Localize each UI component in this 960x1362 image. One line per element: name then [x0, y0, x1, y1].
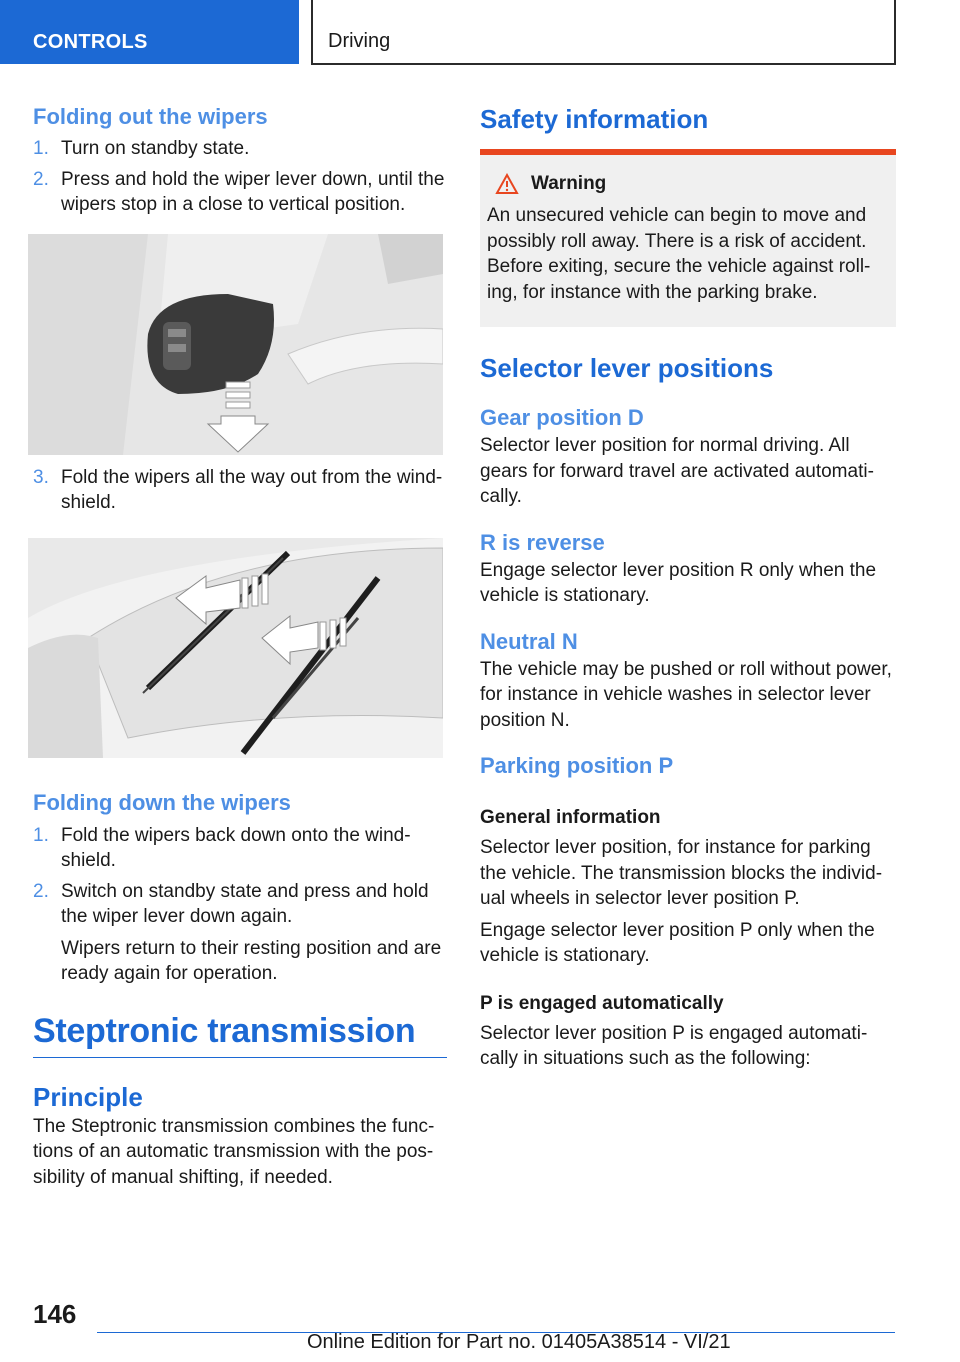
step-number: 3. — [33, 466, 49, 488]
steptronic-title: Steptronic transmission — [33, 1011, 416, 1050]
principle-text: The Steptronic transmission combines the functions of an automatic transmission with the possibility of manual shifting, if needed. — [33, 1115, 435, 1188]
wiper-lever-drawing — [28, 234, 443, 455]
neutral-text: The vehicle may be pushed or roll without power, for instance in vehicle washes in selector lever position N. — [480, 658, 892, 731]
reverse-text: Engage selector lever position R only when the vehicle is stationary. — [480, 559, 877, 606]
step-number: 1. — [33, 138, 49, 159]
warning-label: Warning — [531, 173, 607, 194]
general-info-title: General information — [480, 807, 661, 828]
list-item — [33, 167, 447, 218]
right-column — [480, 102, 896, 1072]
safety-title: Safety information — [480, 104, 709, 134]
folding-down-note: Wipers return to their resting position and are ready again for operation. — [61, 937, 442, 984]
section-label: CONTROLS — [33, 31, 148, 53]
warning-text: An unsecured vehicle can begin to move and possibly roll away. There is a risk of accident. Before exiting, secure the vehicle against rolling, for instance with the parking brake. — [487, 205, 871, 303]
reverse-title: R is reverse — [480, 529, 605, 555]
wiper-lever-illustration — [28, 234, 443, 455]
list-item — [33, 823, 447, 874]
gear-d-text: Selector lever position for normal driving. All gears for forward travel are activated automatically. — [480, 435, 874, 507]
warning-triangle-icon — [495, 173, 519, 195]
list-item — [33, 465, 447, 516]
windshield-drawing — [28, 538, 443, 758]
principle-title: Principle — [33, 1081, 143, 1112]
step-number: 1. — [33, 824, 49, 846]
step-text: Press and hold the wiper lever down, until the wipers stop in a close to vertical position. — [61, 168, 445, 215]
windshield-wipers-illustration — [28, 538, 443, 758]
parking-title: Parking position P — [480, 753, 674, 778]
chapter-tab — [311, 0, 896, 65]
folding-down-title: Folding down the wipers — [33, 789, 291, 815]
step-text: Fold the wipers back down onto the windshield. — [61, 824, 411, 871]
steptronic-rule — [33, 1057, 447, 1058]
auto-p-title: P is engaged automatically — [480, 992, 724, 1014]
neutral-title: Neutral N — [480, 628, 578, 654]
page-number: 146 — [33, 1299, 77, 1329]
chapter-label: Driving — [328, 30, 391, 52]
edition-text: Online Edition for Part no. 01405A38514 - VI/21 — [307, 1331, 731, 1353]
auto-p-text: Selector lever position P is engaged automatically in situations such as the following: — [480, 1022, 868, 1069]
general-info-text-2: Engage selector lever position P only when the vehicle is stationary. — [480, 919, 875, 966]
step-number: 2. — [33, 168, 49, 190]
warning-header — [495, 173, 888, 195]
general-info-text-1: Selector lever position, for instance for parking the vehicle. The transmission blocks the individual wheels in selector lever position P. — [480, 837, 883, 909]
step-text: Switch on standby state and press and hold the wiper lever down again. — [61, 880, 429, 927]
selector-title: Selector lever positions — [480, 353, 774, 383]
step-text: Turn on standby state. — [61, 138, 250, 159]
folding-out-steps — [33, 136, 447, 218]
left-column — [33, 102, 447, 1190]
folding-out-steps-cont — [33, 465, 447, 516]
step-number: 2. — [33, 880, 49, 902]
section-tab — [0, 0, 299, 64]
folding-down-steps — [33, 823, 447, 930]
list-item — [33, 136, 447, 162]
warning-box — [480, 155, 896, 327]
list-item — [33, 879, 447, 930]
gear-d-title: Gear position D — [480, 405, 644, 430]
folding-out-title: Folding out the wipers — [33, 104, 268, 129]
step-text: Fold the wipers all the way out from the windshield. — [61, 466, 443, 513]
